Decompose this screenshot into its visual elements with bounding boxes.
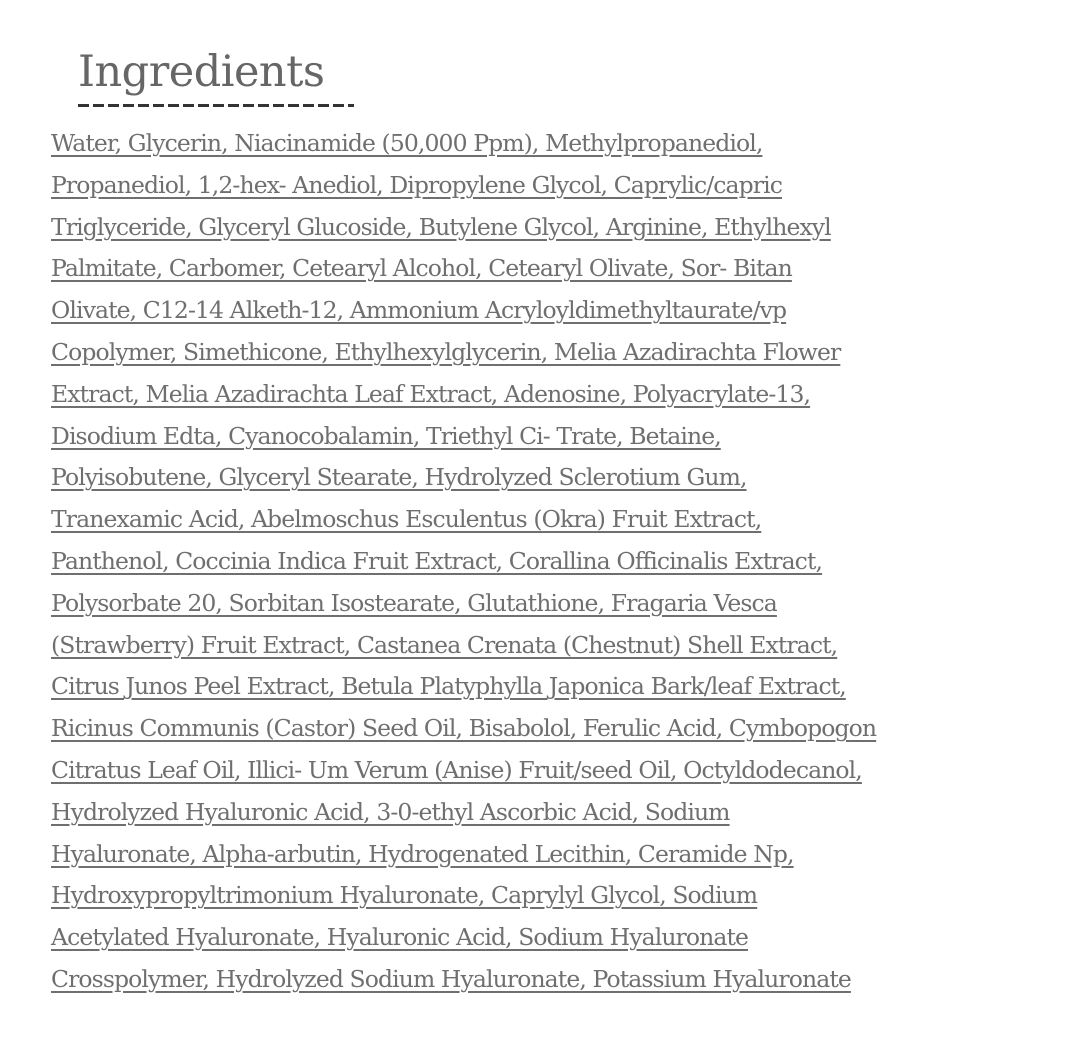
ingredient-line: Palmitate, Carbomer, Cetearyl Alcohol, Cetearyl Olivate, Sor- Bitan (51, 254, 792, 283)
ingredient-line: Propanediol, 1,2-hex- Anediol, Dipropylene Glycol, Caprylic/capric (51, 170, 782, 199)
ingredient-line: Water, Glycerin, Niacinamide (50,000 Ppm), Methylpropanediol, (51, 129, 763, 157)
ingredient-line: Tranexamic Acid, Abelmoschus Esculentus (Okra) Fruit Extract, (51, 505, 762, 534)
page-title: Ingredients (78, 47, 325, 97)
ingredient-line: Hydroxypropyltrimonium Hyaluronate, Caprylyl Glycol, Sodium (51, 881, 758, 910)
ingredient-line: Panthenol, Coccinia Indica Fruit Extract, Corallina Officinalis Extract, (51, 546, 823, 575)
ingredient-list (51, 123, 1041, 1001)
ingredient-line: Hyaluronate, Alpha-arbutin, Hydrogenated Lecithin, Ceramide Np, (51, 839, 794, 868)
ingredient-line: Polyisobutene, Glyceryl Stearate, Hydrolyzed Sclerotium Gum, (51, 463, 747, 492)
ingredient-line: Citrus Junos Peel Extract, Betula Platyphylla Japonica Bark/leaf Extract, (51, 672, 846, 701)
ingredient-line: Polysorbate 20, Sorbitan Isostearate, Glutathione, Fragaria Vesca (51, 588, 777, 617)
ingredients-header (78, 42, 324, 102)
ingredient-line: Hydrolyzed Hyaluronic Acid, 3-0-ethyl Ascorbic Acid, Sodium (51, 797, 730, 826)
ingredient-line: Crosspolymer, Hydrolyzed Sodium Hyaluronate, Potassium Hyaluronate (51, 964, 851, 993)
ingredient-line: Disodium Edta, Cyanocobalamin, Triethyl Ci- Trate, Betaine, (51, 421, 721, 450)
ingredient-line: Citratus Leaf Oil, Illici- Um Verum (Anise) Fruit/seed Oil, Octyldodecanol, (51, 755, 862, 784)
ingredient-line: Olivate, C12-14 Alketh-12, Ammonium Acryloyldimethyltaurate/vp (51, 296, 787, 325)
ingredient-line: Triglyceride, Glyceryl Glucoside, Butylene Glycol, Arginine, Ethylhexyl (51, 212, 831, 241)
ingredient-line: Extract, Melia Azadirachta Leaf Extract, Adenosine, Polyacrylate-13, (51, 379, 811, 408)
ingredient-line: Copolymer, Simethicone, Ethylhexylglycerin, Melia Azadirachta Flower (51, 337, 841, 366)
ingredient-line: (Strawberry) Fruit Extract, Castanea Crenata (Chestnut) Shell Extract, (51, 630, 838, 659)
ingredient-line: Acetylated Hyaluronate, Hyaluronic Acid, Sodium Hyaluronate (51, 923, 749, 952)
dashed-divider (78, 104, 354, 107)
ingredient-line: Ricinus Communis (Castor) Seed Oil, Bisabolol, Ferulic Acid, Cymbopogon (51, 714, 877, 743)
